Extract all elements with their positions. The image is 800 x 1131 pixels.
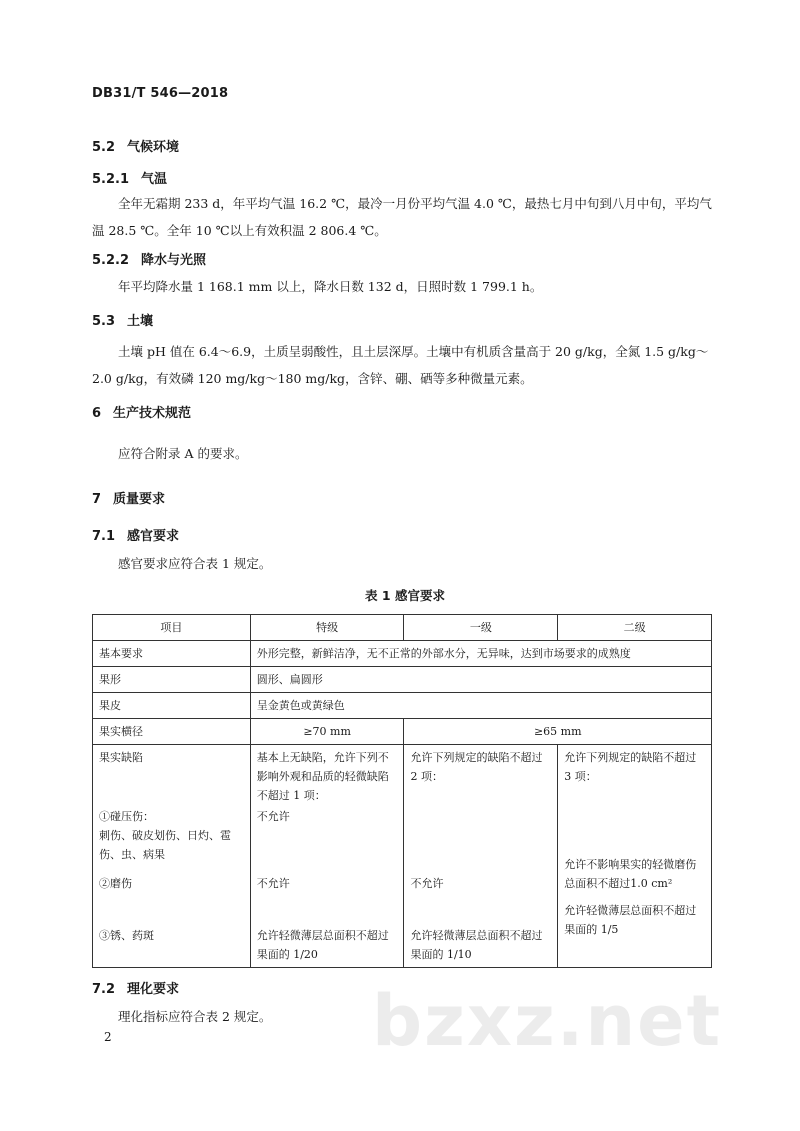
section-5-3-heading xyxy=(92,310,153,329)
section-title: 理化要求 xyxy=(127,982,180,997)
defects-first-cell xyxy=(404,745,558,968)
defects-label: 果实缺陷 xyxy=(99,751,143,764)
table-row xyxy=(93,667,712,693)
second-rust: 允许轻微薄层总面积不超过果面的 1/5 xyxy=(564,904,697,936)
row-label: 果皮 xyxy=(93,693,251,719)
section-number: 7 xyxy=(92,492,102,507)
paragraph-temperature: 全年无霜期 233 d，年平均气温 16.2 ℃，最冷一月份平均气温 4.0 ℃，最热七月中旬到八月中旬，平均气温 28.5 ℃。全年 10 ℃以上有效积温 2 806.4 ℃。 xyxy=(92,196,712,238)
second-intro: 允许下列规定的缺陷不超过 3 项： xyxy=(564,751,697,783)
defect-bruise-detail: 刺伤、破皮划伤、日灼、雹伤、虫、病果 xyxy=(99,829,231,861)
watermark-text: bzxz.net xyxy=(372,980,723,1062)
table-row xyxy=(93,693,712,719)
section-number: 6 xyxy=(92,406,102,421)
section-title: 气温 xyxy=(141,172,168,187)
paragraph-physicochemical-ref: 理化指标应符合表 2 规定。 xyxy=(118,1009,272,1024)
section-title: 降水与光照 xyxy=(141,253,207,268)
first-rust: 允许轻微薄层总面积不超过果面的 1/10 xyxy=(410,929,543,961)
section-title: 生产技术规范 xyxy=(113,406,192,421)
sensory-requirements-table xyxy=(92,614,712,968)
section-title: 气候环境 xyxy=(127,140,180,155)
first-intro: 允许下列规定的缺陷不超过 2 项： xyxy=(410,751,543,783)
section-5-2-1-heading xyxy=(92,168,167,187)
special-diameter: ≥70 mm xyxy=(250,719,404,745)
defects-item-cell xyxy=(93,745,251,968)
special-rust: 允许轻微薄层总面积不超过果面的 1/20 xyxy=(256,929,389,961)
section-title: 感官要求 xyxy=(127,529,180,544)
section-7-heading xyxy=(92,488,165,507)
section-5-2-2-heading xyxy=(92,249,206,268)
table-row xyxy=(93,719,712,745)
section-number: 7.2 xyxy=(92,982,116,997)
section-number: 5.2.1 xyxy=(92,172,130,187)
table-row xyxy=(93,641,712,667)
section-7-1-heading xyxy=(92,525,179,544)
row-label: 果实横径 xyxy=(93,719,251,745)
special-intro: 基本上无缺陷，允许下列不影响外观和品质的轻微缺陷不超过 1 项： xyxy=(256,751,389,802)
defect-rust-label: ③锈、药斑 xyxy=(99,929,154,942)
section-number: 5.2.2 xyxy=(92,253,130,268)
defects-special-cell xyxy=(250,745,404,968)
table-header-row xyxy=(93,615,712,641)
special-bruise: 不允许 xyxy=(256,810,290,823)
section-7-2-heading xyxy=(92,978,179,997)
table-1-title: 表 1 感官要求 xyxy=(365,588,445,603)
document-code-header: DB31/T 546—2018 xyxy=(92,86,229,101)
special-abrasion: 不允许 xyxy=(256,877,290,890)
section-title: 质量要求 xyxy=(113,492,166,507)
defects-second-cell xyxy=(558,745,712,968)
row-label: 基本要求 xyxy=(93,641,251,667)
page-number: 2 xyxy=(104,1030,112,1044)
other-diameter: ≥65 mm xyxy=(404,719,712,745)
defect-abrasion-label: ②磨伤 xyxy=(99,877,132,890)
header-first-grade: 一级 xyxy=(404,615,558,641)
section-5-2-heading xyxy=(92,136,179,155)
section-title: 土壤 xyxy=(127,314,154,329)
paragraph-soil: 土壤 pH 值在 6.4～6.9，土质呈弱酸性，且土层深厚。土壤中有机质含量高于 20 g/kg，全氮 1.5 g/kg～2.0 g/kg，有效磷 120 mg/kg～180 mg/kg，含锌、硼、硒等多种微量元素。 xyxy=(92,344,709,386)
section-number: 5.2 xyxy=(92,140,116,155)
section-number: 7.1 xyxy=(92,529,116,544)
section-number: 5.3 xyxy=(92,314,116,329)
header-special-grade: 特级 xyxy=(250,615,404,641)
table-row-defects xyxy=(93,745,712,968)
row-value: 圆形、扁圆形 xyxy=(250,667,711,693)
section-6-heading xyxy=(92,402,191,421)
header-item: 项目 xyxy=(93,615,251,641)
defect-bruise-label: ①碰压伤： xyxy=(99,810,154,823)
header-second-grade: 二级 xyxy=(558,615,712,641)
first-abrasion: 不允许 xyxy=(410,877,444,890)
paragraph-rainfall: 年平均降水量 1 168.1 mm 以上，降水日数 132 d，日照时数 1 799.1 h。 xyxy=(118,279,543,294)
second-abrasion: 允许不影响果实的轻微磨伤总面积不超过1.0 cm² xyxy=(564,858,697,890)
row-value: 呈金黄色或黄绿色 xyxy=(250,693,711,719)
row-label: 果形 xyxy=(93,667,251,693)
paragraph-appendix: 应符合附录 A 的要求。 xyxy=(118,446,248,461)
row-value: 外形完整，新鲜洁净，无不正常的外部水分，无异味，达到市场要求的成熟度 xyxy=(250,641,711,667)
paragraph-sensory-ref: 感官要求应符合表 1 规定。 xyxy=(118,556,272,571)
